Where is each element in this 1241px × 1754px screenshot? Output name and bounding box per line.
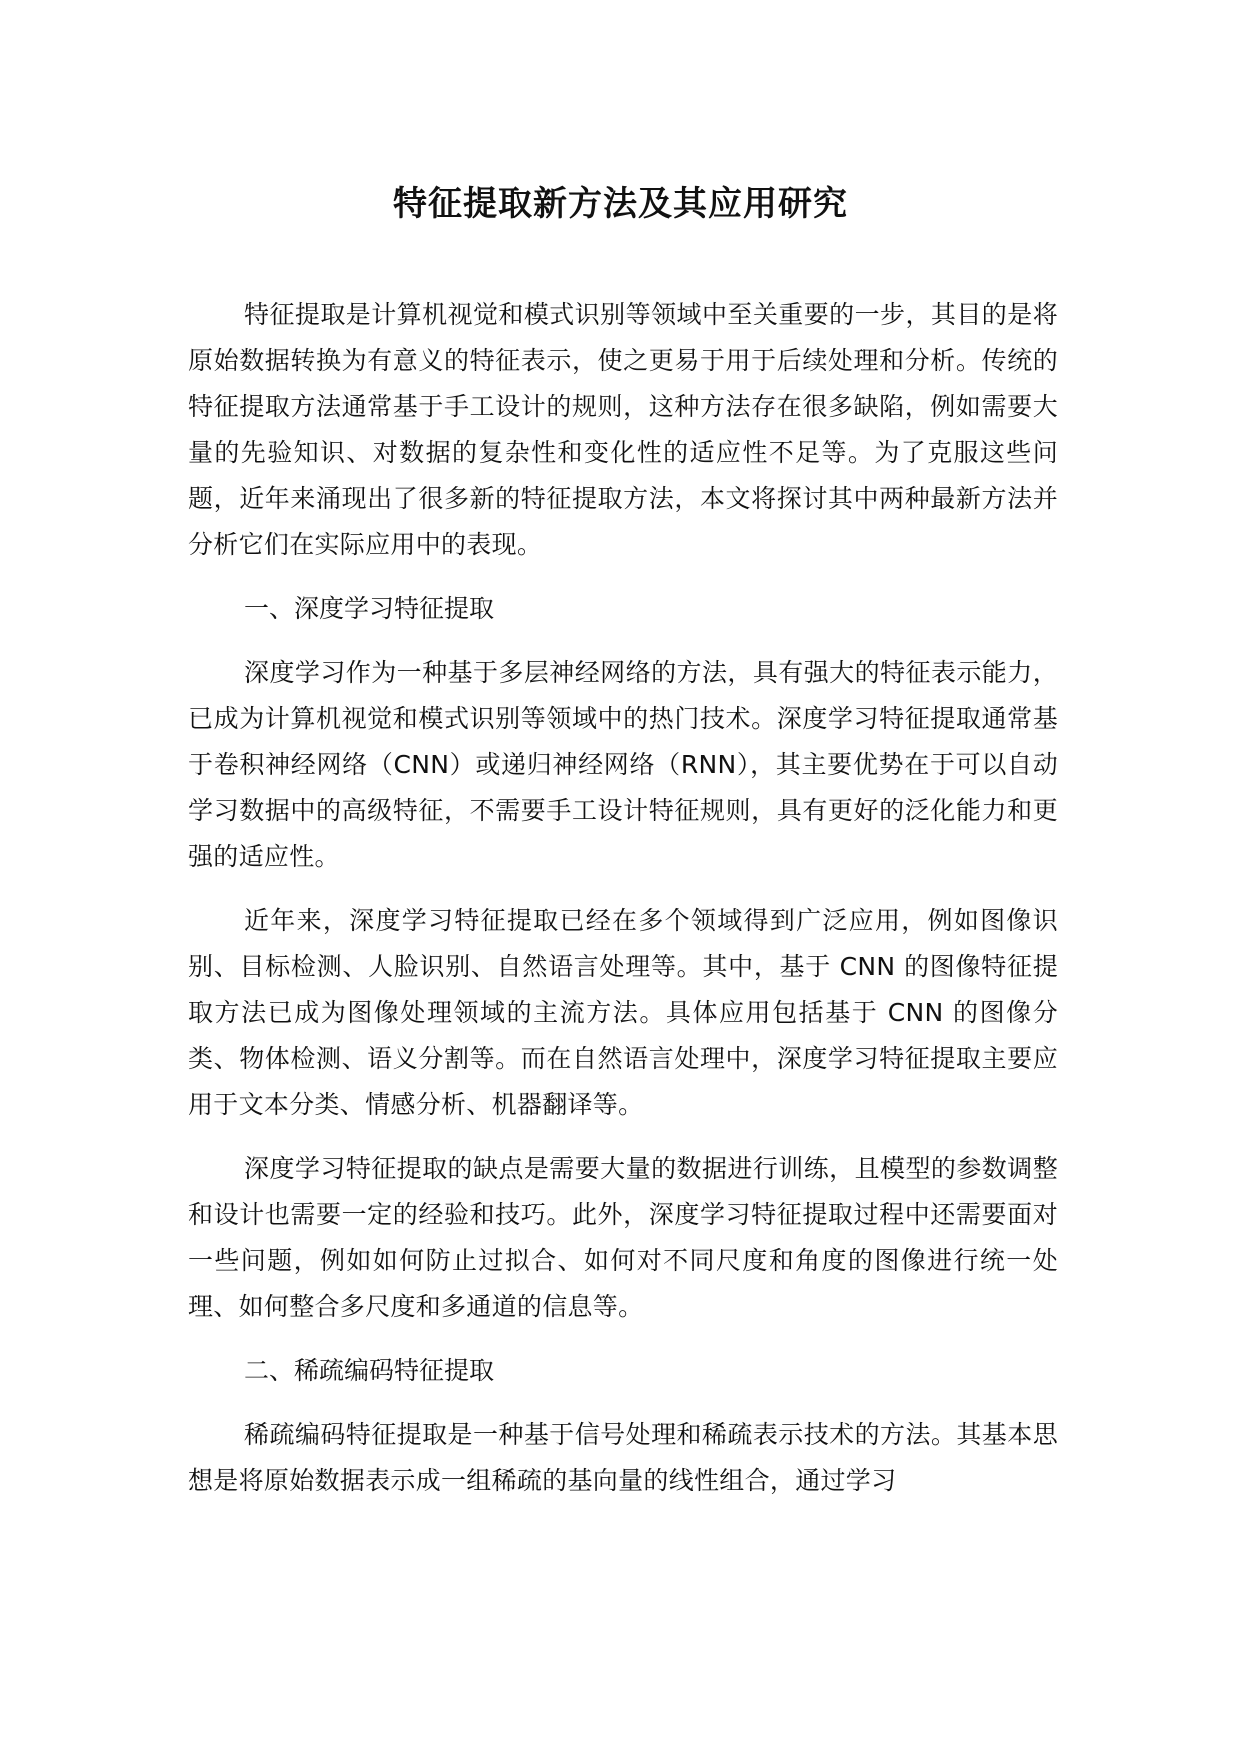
paragraph-deep-learning-overview: 深度学习作为一种基于多层神经网络的方法，具有强大的特征表示能力，已成为计算机视觉和模式识别等领域中的热门技术。深度学习特征提取通常基于卷积神经网络（CNN）或递归神经网络（RNN），其主要优势在于可以自动学习数据中的高级特征，不需要手工设计特征规则，具有更好的泛化能力和更强的适应性。 — [188, 658, 1058, 871]
document-title: 特征提取新方法及其应用研究 — [393, 184, 848, 224]
paragraph-deep-learning-applications: 近年来，深度学习特征提取已经在多个领域得到广泛应用，例如图像识别、目标检测、人脸识别、自然语言处理等。其中，基于 CNN 的图像特征提取方法已成为图像处理领域的主流方法。具体应用包括基于 CNN 的图像分类、物体检测、语义分割等。而在自然语言处理中，深度学习特征提取主要应用于文本分类、情感分析、机器翻译等。 — [188, 906, 1058, 1119]
document-body — [188, 292, 1058, 1522]
section-heading-deep-learning: 一、深度学习特征提取 — [244, 594, 495, 623]
paragraph-deep-learning-drawbacks: 深度学习特征提取的缺点是需要大量的数据进行训练，且模型的参数调整和设计也需要一定的经验和技巧。此外，深度学习特征提取过程中还需要面对一些问题，例如如何防止过拟合、如何对不同尺度和角度的图像进行统一处理、如何整合多尺度和多通道的信息等。 — [188, 1154, 1058, 1321]
section-heading-sparse-coding: 二、稀疏编码特征提取 — [244, 1356, 495, 1385]
paragraph-sparse-coding-overview: 稀疏编码特征提取是一种基于信号处理和稀疏表示技术的方法。其基本思想是将原始数据表示成一组稀疏的基向量的线性组合，通过学习 — [188, 1420, 1058, 1495]
paragraph-intro: 特征提取是计算机视觉和模式识别等领域中至关重要的一步，其目的是将原始数据转换为有意义的特征表示，使之更易于用于后续处理和分析。传统的特征提取方法通常基于手工设计的规则，这种方法存在很多缺陷，例如需要大量的先验知识、对数据的复杂性和变化性的适应性不足等。为了克服这些问题，近年来涌现出了很多新的特征提取方法，本文将探讨其中两种最新方法并分析它们在实际应用中的表现。 — [188, 300, 1058, 559]
